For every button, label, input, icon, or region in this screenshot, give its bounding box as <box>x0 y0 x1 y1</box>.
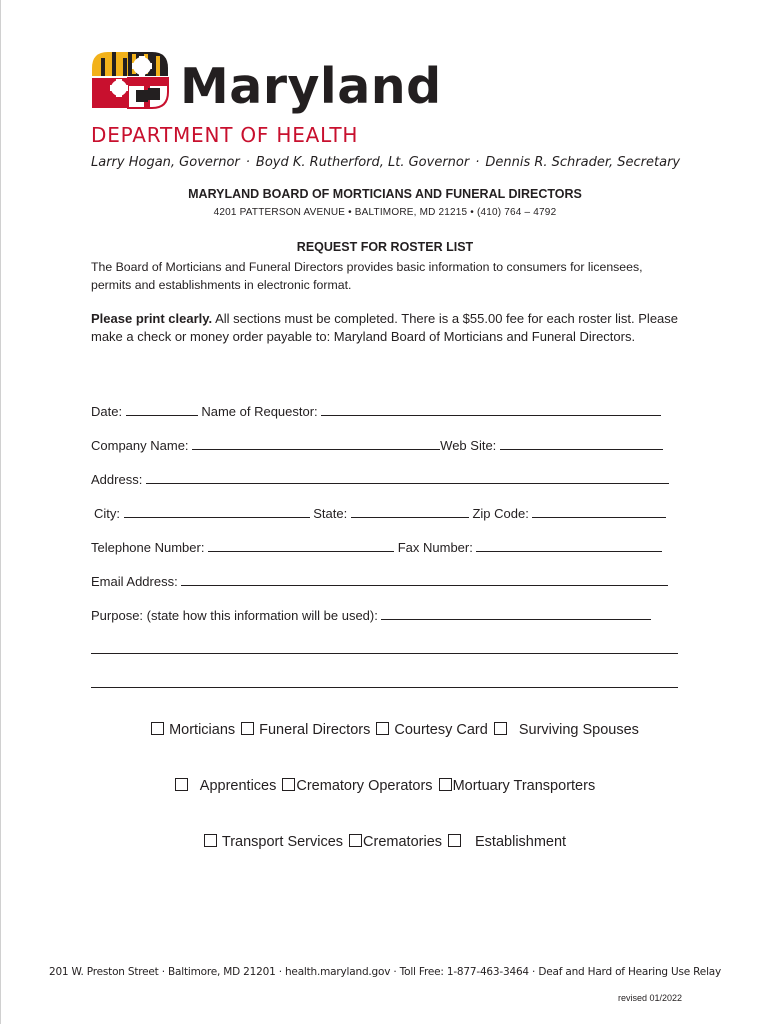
email-label: Email Address: <box>91 574 178 589</box>
separator: · <box>245 155 250 170</box>
board-name: MARYLAND BOARD OF MORTICIANS AND FUNERAL DIRECTORS <box>188 187 582 201</box>
purpose-line-3[interactable] <box>91 687 678 688</box>
telephone-label: Telephone Number: <box>91 540 205 555</box>
form-title: REQUEST FOR ROSTER LIST <box>296 240 474 254</box>
state-label: State: <box>313 506 348 521</box>
purpose-field[interactable] <box>381 605 651 620</box>
options-row-1 <box>0 722 770 738</box>
options-row-2 <box>0 778 770 794</box>
row-date-requestor <box>91 401 661 419</box>
checkbox-crematories[interactable] <box>349 834 362 847</box>
maryland-wordmark: Maryland <box>180 58 442 115</box>
row-phone-fax <box>91 537 662 555</box>
city-label: City: <box>94 506 120 521</box>
option-crematory-operators: Crematory Operators <box>296 778 433 794</box>
checkbox-funeral-directors[interactable] <box>241 722 254 735</box>
separator: · <box>475 155 480 170</box>
fax-field[interactable] <box>476 537 662 552</box>
board-address: 4201 PATTERSON AVENUE • BALTIMORE, MD 21215 • (410) 764 – 4792 <box>213 207 557 218</box>
page-edge <box>0 0 1 1024</box>
checkbox-mortuary-transporters[interactable] <box>439 778 452 791</box>
company-label: Company Name: <box>91 438 189 453</box>
checkbox-morticians[interactable] <box>151 722 164 735</box>
instructions-text: All sections must be completed. There is a $55.00 fee for each roster list. Please make a check or money order payable to: Maryland Board of Morticians and Funeral Directors. <box>91 311 679 344</box>
date-field[interactable] <box>126 401 198 416</box>
row-purpose <box>91 605 651 623</box>
official-secretary: Dennis R. Schrader, Secretary <box>485 155 681 170</box>
option-surviving-spouses: Surviving Spouses <box>518 722 639 738</box>
website-label: Web Site: <box>440 438 497 453</box>
official-lt-governor: Boyd K. Rutherford, Lt. Governor <box>255 155 470 170</box>
intro-paragraph: The Board of Morticians and Funeral Directors provides basic information to consumers for licensees, permits and establishments in electronic format. <box>91 260 643 292</box>
row-company-website <box>91 435 663 453</box>
requestor-field[interactable] <box>321 401 661 416</box>
revision-date: revised 01/2022 <box>617 993 682 1003</box>
options-row-3 <box>0 834 770 850</box>
telephone-field[interactable] <box>208 537 394 552</box>
row-city-state-zip <box>94 503 666 521</box>
option-establishment: Establishment <box>475 834 567 850</box>
option-courtesy-card: Courtesy Card <box>394 722 488 738</box>
official-governor: Larry Hogan, Governor <box>91 155 240 170</box>
option-funeral-directors: Funeral Directors <box>259 722 371 738</box>
option-mortuary-transporters: Mortuary Transporters <box>452 778 596 794</box>
option-apprentices: Apprentices <box>199 778 277 794</box>
purpose-label: Purpose: (state how this information will be used): <box>91 608 378 623</box>
row-address <box>91 469 669 487</box>
zip-field[interactable] <box>532 503 666 518</box>
zip-label: Zip Code: <box>472 506 529 521</box>
checkbox-courtesy-card[interactable] <box>376 722 389 735</box>
city-field[interactable] <box>124 503 310 518</box>
department-name: DEPARTMENT OF HEALTH <box>91 123 359 147</box>
website-field[interactable] <box>500 435 663 450</box>
instructions-bold: Please print clearly. <box>91 311 213 326</box>
row-email <box>91 571 668 589</box>
date-label: Date: <box>91 404 123 419</box>
option-transport-services: Transport Services <box>221 834 344 850</box>
email-field[interactable] <box>181 571 668 586</box>
fax-label: Fax Number: <box>397 540 473 555</box>
requestor-label: Name of Requestor: <box>201 404 318 419</box>
option-crematories: Crematories <box>363 834 443 850</box>
instructions-paragraph <box>91 310 691 346</box>
address-field[interactable] <box>146 469 669 484</box>
officials-line <box>91 155 680 170</box>
option-morticians: Morticians <box>169 722 236 738</box>
checkbox-transport-services[interactable] <box>204 834 217 847</box>
checkbox-surviving-spouses[interactable] <box>494 722 507 735</box>
checkbox-apprentices[interactable] <box>175 778 188 791</box>
footer-contact: 201 W. Preston Street · Baltimore, MD 21201 · health.maryland.gov · Toll Free: 1-877-463-3464 · Deaf and Hard of Hearing Use Relay <box>48 966 722 978</box>
state-field[interactable] <box>351 503 469 518</box>
purpose-line-2[interactable] <box>91 653 678 654</box>
company-field[interactable] <box>192 435 440 450</box>
address-label: Address: <box>91 472 143 487</box>
checkbox-establishment[interactable] <box>448 834 461 847</box>
checkbox-crematory-operators[interactable] <box>282 778 295 791</box>
